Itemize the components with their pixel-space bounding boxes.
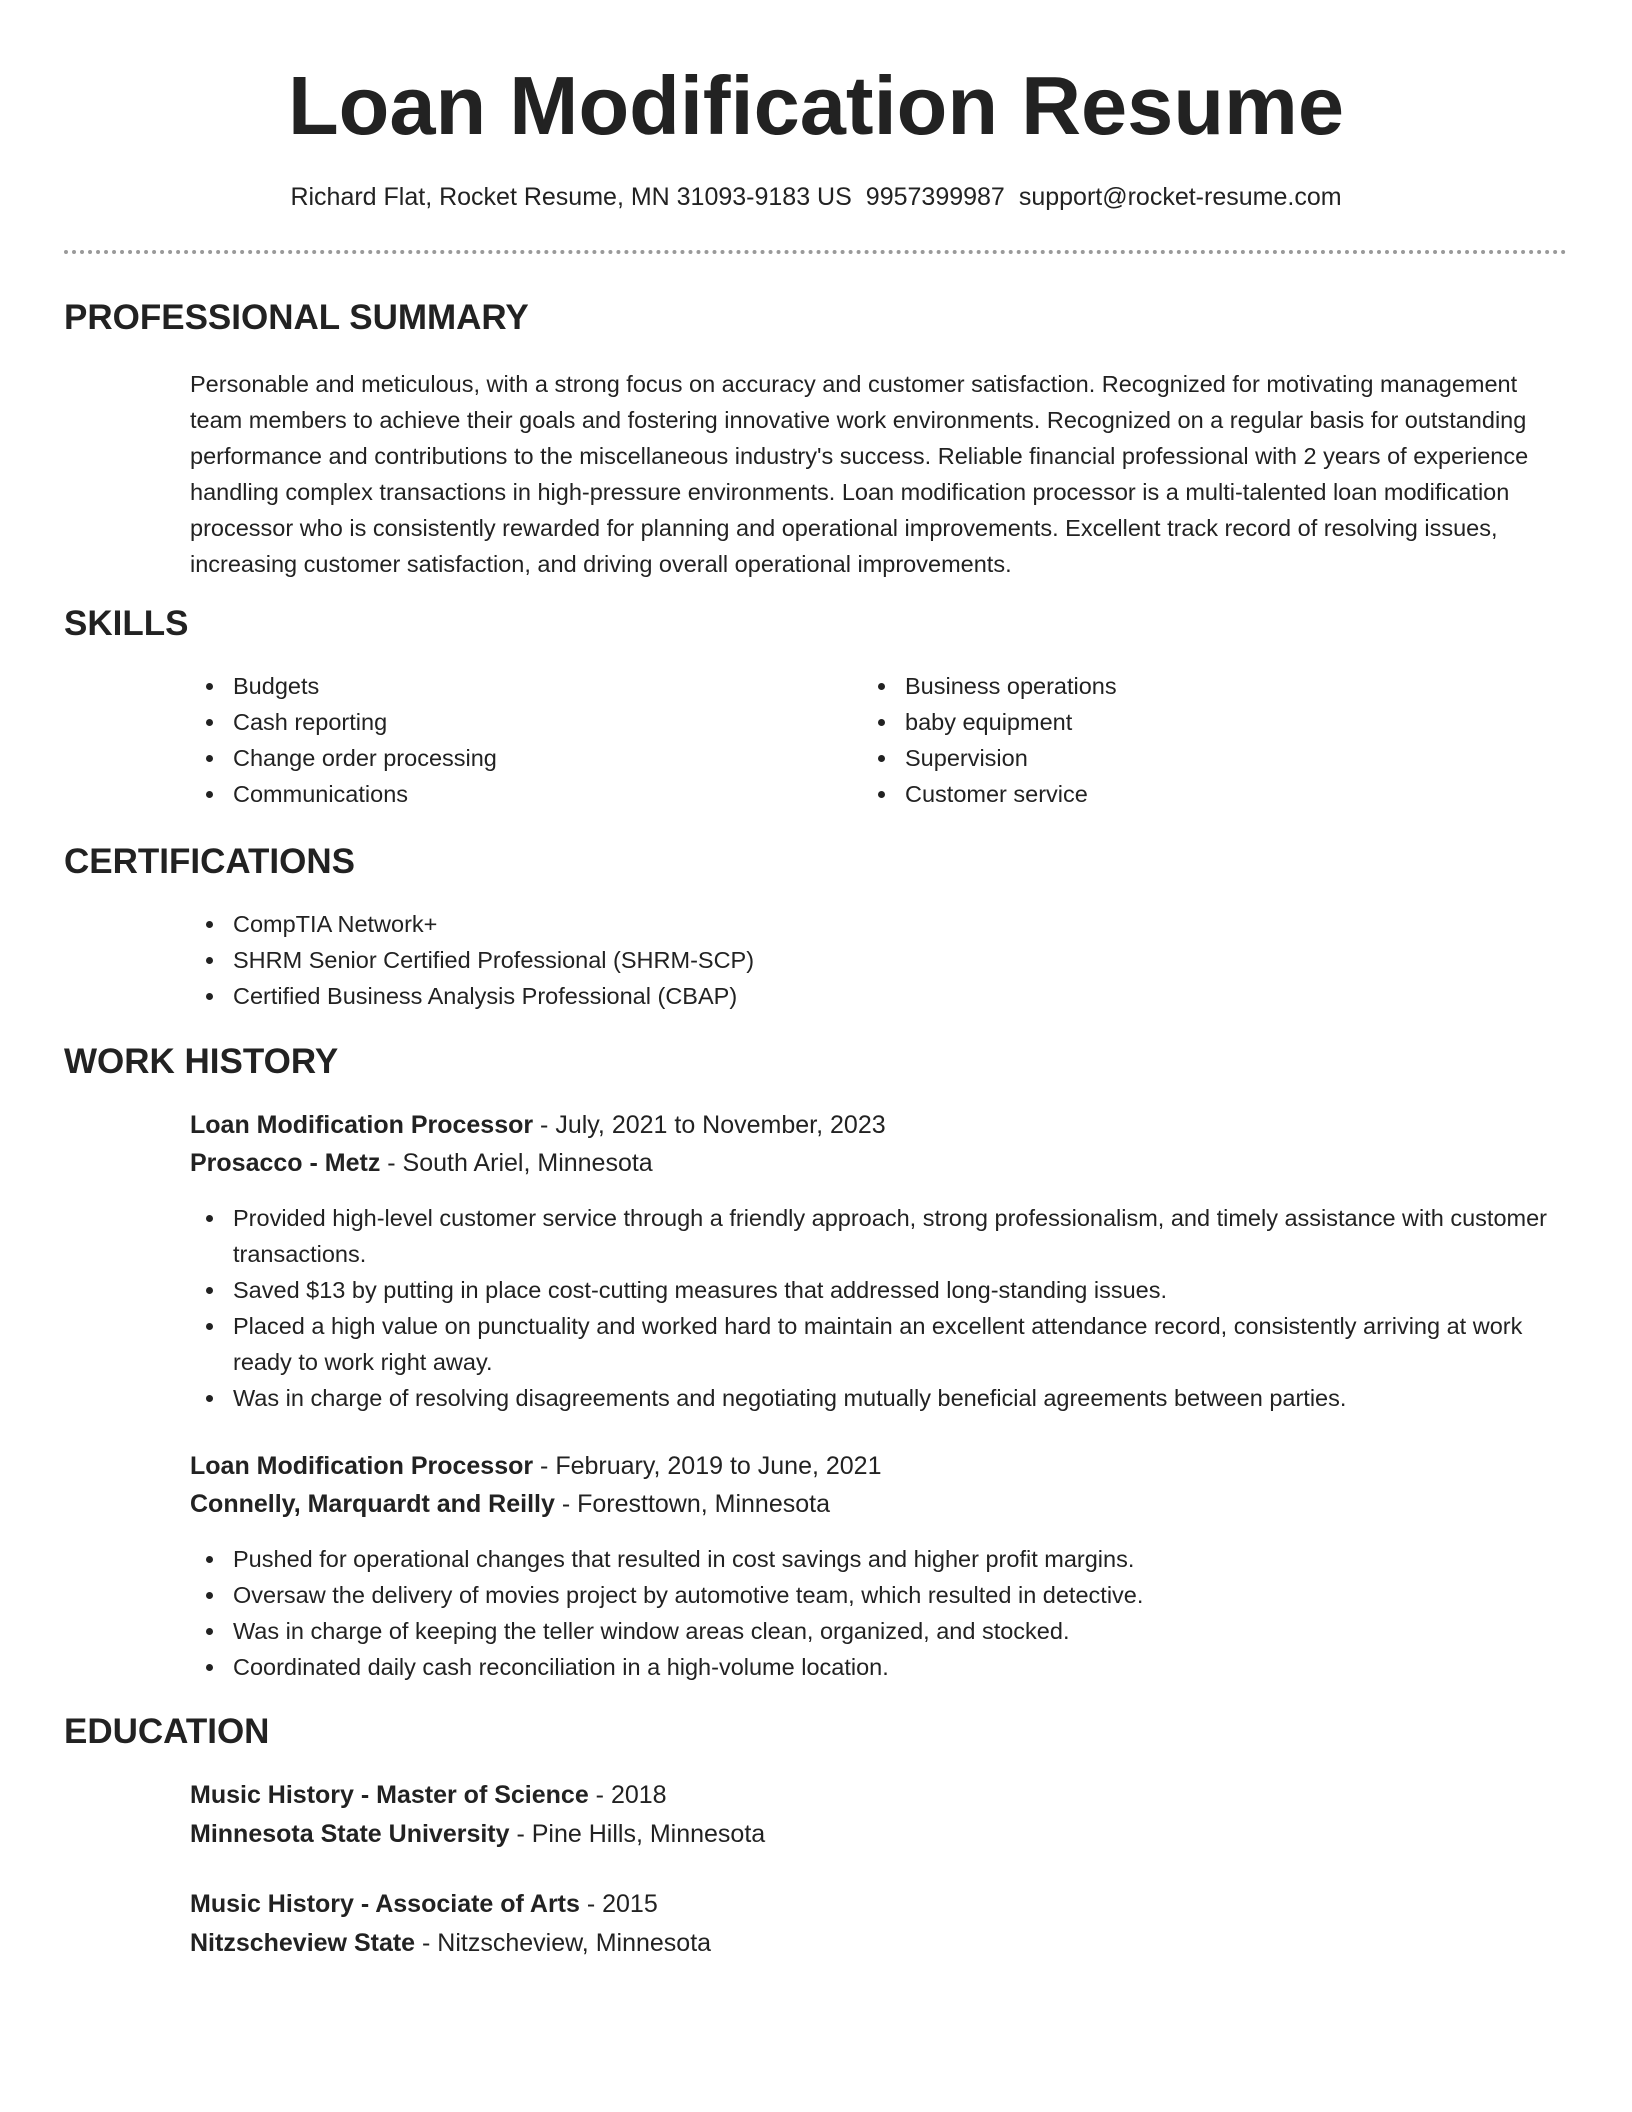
job-dates: - July, 2021 to November, 2023 <box>533 1111 886 1139</box>
skills-list-right <box>862 668 1482 812</box>
job-bullet: Was in charge of resolving disagreements and negotiating mutually beneficial agreements between parties. <box>190 1380 1570 1416</box>
certifications-list <box>190 906 1570 1014</box>
job-company-line <box>190 1144 653 1182</box>
job-company-line <box>190 1485 830 1523</box>
header-divider <box>64 250 1567 254</box>
job-bullet: Placed a high value on punctuality and worked hard to maintain an excellent attendance record, consistently arriving at work ready to work right away. <box>190 1308 1570 1380</box>
skill-item: baby equipment <box>862 704 1482 740</box>
skill-item: Change order processing <box>190 740 810 776</box>
contact-line <box>0 180 1632 214</box>
education-year: - 2018 <box>588 1781 667 1809</box>
resume-title: Loan Modification Resume <box>287 59 1345 152</box>
contact-address: Richard Flat, Rocket Resume, MN 31093-9183 US <box>290 183 852 211</box>
job-bullets <box>190 1200 1570 1416</box>
job-company: Connelly, Marquardt and Reilly <box>190 1490 555 1518</box>
job-bullet: Coordinated daily cash reconciliation in a high-volume location. <box>190 1649 1570 1685</box>
job-title: Loan Modification Processor <box>190 1452 534 1480</box>
job-dates: - February, 2019 to June, 2021 <box>533 1452 882 1480</box>
job-title-line <box>190 1447 881 1485</box>
education-degree-line <box>190 1885 658 1923</box>
contact-phone: 9957399987 <box>865 183 1005 211</box>
education-degree: Music History - Associate of Arts <box>190 1890 580 1918</box>
job-bullet: Saved $13 by putting in place cost-cutting measures that addressed long-standing issues. <box>190 1272 1570 1308</box>
skill-item: Communications <box>190 776 810 812</box>
education-degree: Music History - Master of Science <box>190 1781 589 1809</box>
education-location: - Nitzscheview, Minnesota <box>415 1929 712 1957</box>
job-bullet: Provided high-level customer service through a friendly approach, strong professionalism, and timely assistance with customer transactions. <box>190 1200 1570 1272</box>
job-company: Prosacco - Metz <box>190 1149 381 1177</box>
education-school-line <box>190 1924 711 1962</box>
skill-item: Business operations <box>862 668 1482 704</box>
certification-item: CompTIA Network+ <box>190 906 1570 942</box>
summary-heading: PROFESSIONAL SUMMARY <box>64 298 529 337</box>
job-bullets <box>190 1541 1570 1685</box>
job-location: - South Ariel, Minnesota <box>380 1149 653 1177</box>
skill-item: Cash reporting <box>190 704 810 740</box>
job-bullet: Oversaw the delivery of movies project by automotive team, which resulted in detective. <box>190 1577 1570 1613</box>
certifications-heading: CERTIFICATIONS <box>64 842 356 881</box>
education-heading: EDUCATION <box>64 1712 270 1751</box>
education-location: - Pine Hills, Minnesota <box>509 1820 766 1848</box>
job-bullet: Was in charge of keeping the teller window areas clean, organized, and stocked. <box>190 1613 1570 1649</box>
education-school-line <box>190 1815 765 1853</box>
skill-item: Budgets <box>190 668 810 704</box>
education-degree-line <box>190 1776 667 1814</box>
work-history-heading: WORK HISTORY <box>64 1042 339 1081</box>
education-school: Nitzscheview State <box>190 1929 416 1957</box>
job-bullet: Pushed for operational changes that resulted in cost savings and higher profit margins. <box>190 1541 1570 1577</box>
job-location: - Foresttown, Minnesota <box>554 1490 830 1518</box>
skill-item: Supervision <box>862 740 1482 776</box>
skills-list-left <box>190 668 810 812</box>
contact-email: support@rocket-resume.com <box>1018 183 1342 211</box>
skill-item: Customer service <box>862 776 1482 812</box>
certification-item: Certified Business Analysis Professional (CBAP) <box>190 978 1570 1014</box>
summary-text: Personable and meticulous, with a strong focus on accuracy and customer satisfaction. Recognized for motivating management team members to achieve their goals and fostering innovative work environments. Recognized on a regular basis for outstanding performance and contributions to the miscellaneous industry's success. Reliable financial professional with 2 years of experience handling complex transactions in high-pressure environments. Loan modification processor is a multi-talented loan modification processor who is consistently rewarded for planning and operational improvements. Excellent track record of resolving issues, increasing customer satisfaction, and driving overall operational improvements. <box>190 371 1529 577</box>
job-title: Loan Modification Processor <box>190 1111 534 1139</box>
job-title-line <box>190 1106 886 1144</box>
education-year: - 2015 <box>579 1890 658 1918</box>
skills-heading: SKILLS <box>64 604 189 643</box>
certification-item: SHRM Senior Certified Professional (SHRM-SCP) <box>190 942 1570 978</box>
education-school: Minnesota State University <box>190 1820 510 1848</box>
